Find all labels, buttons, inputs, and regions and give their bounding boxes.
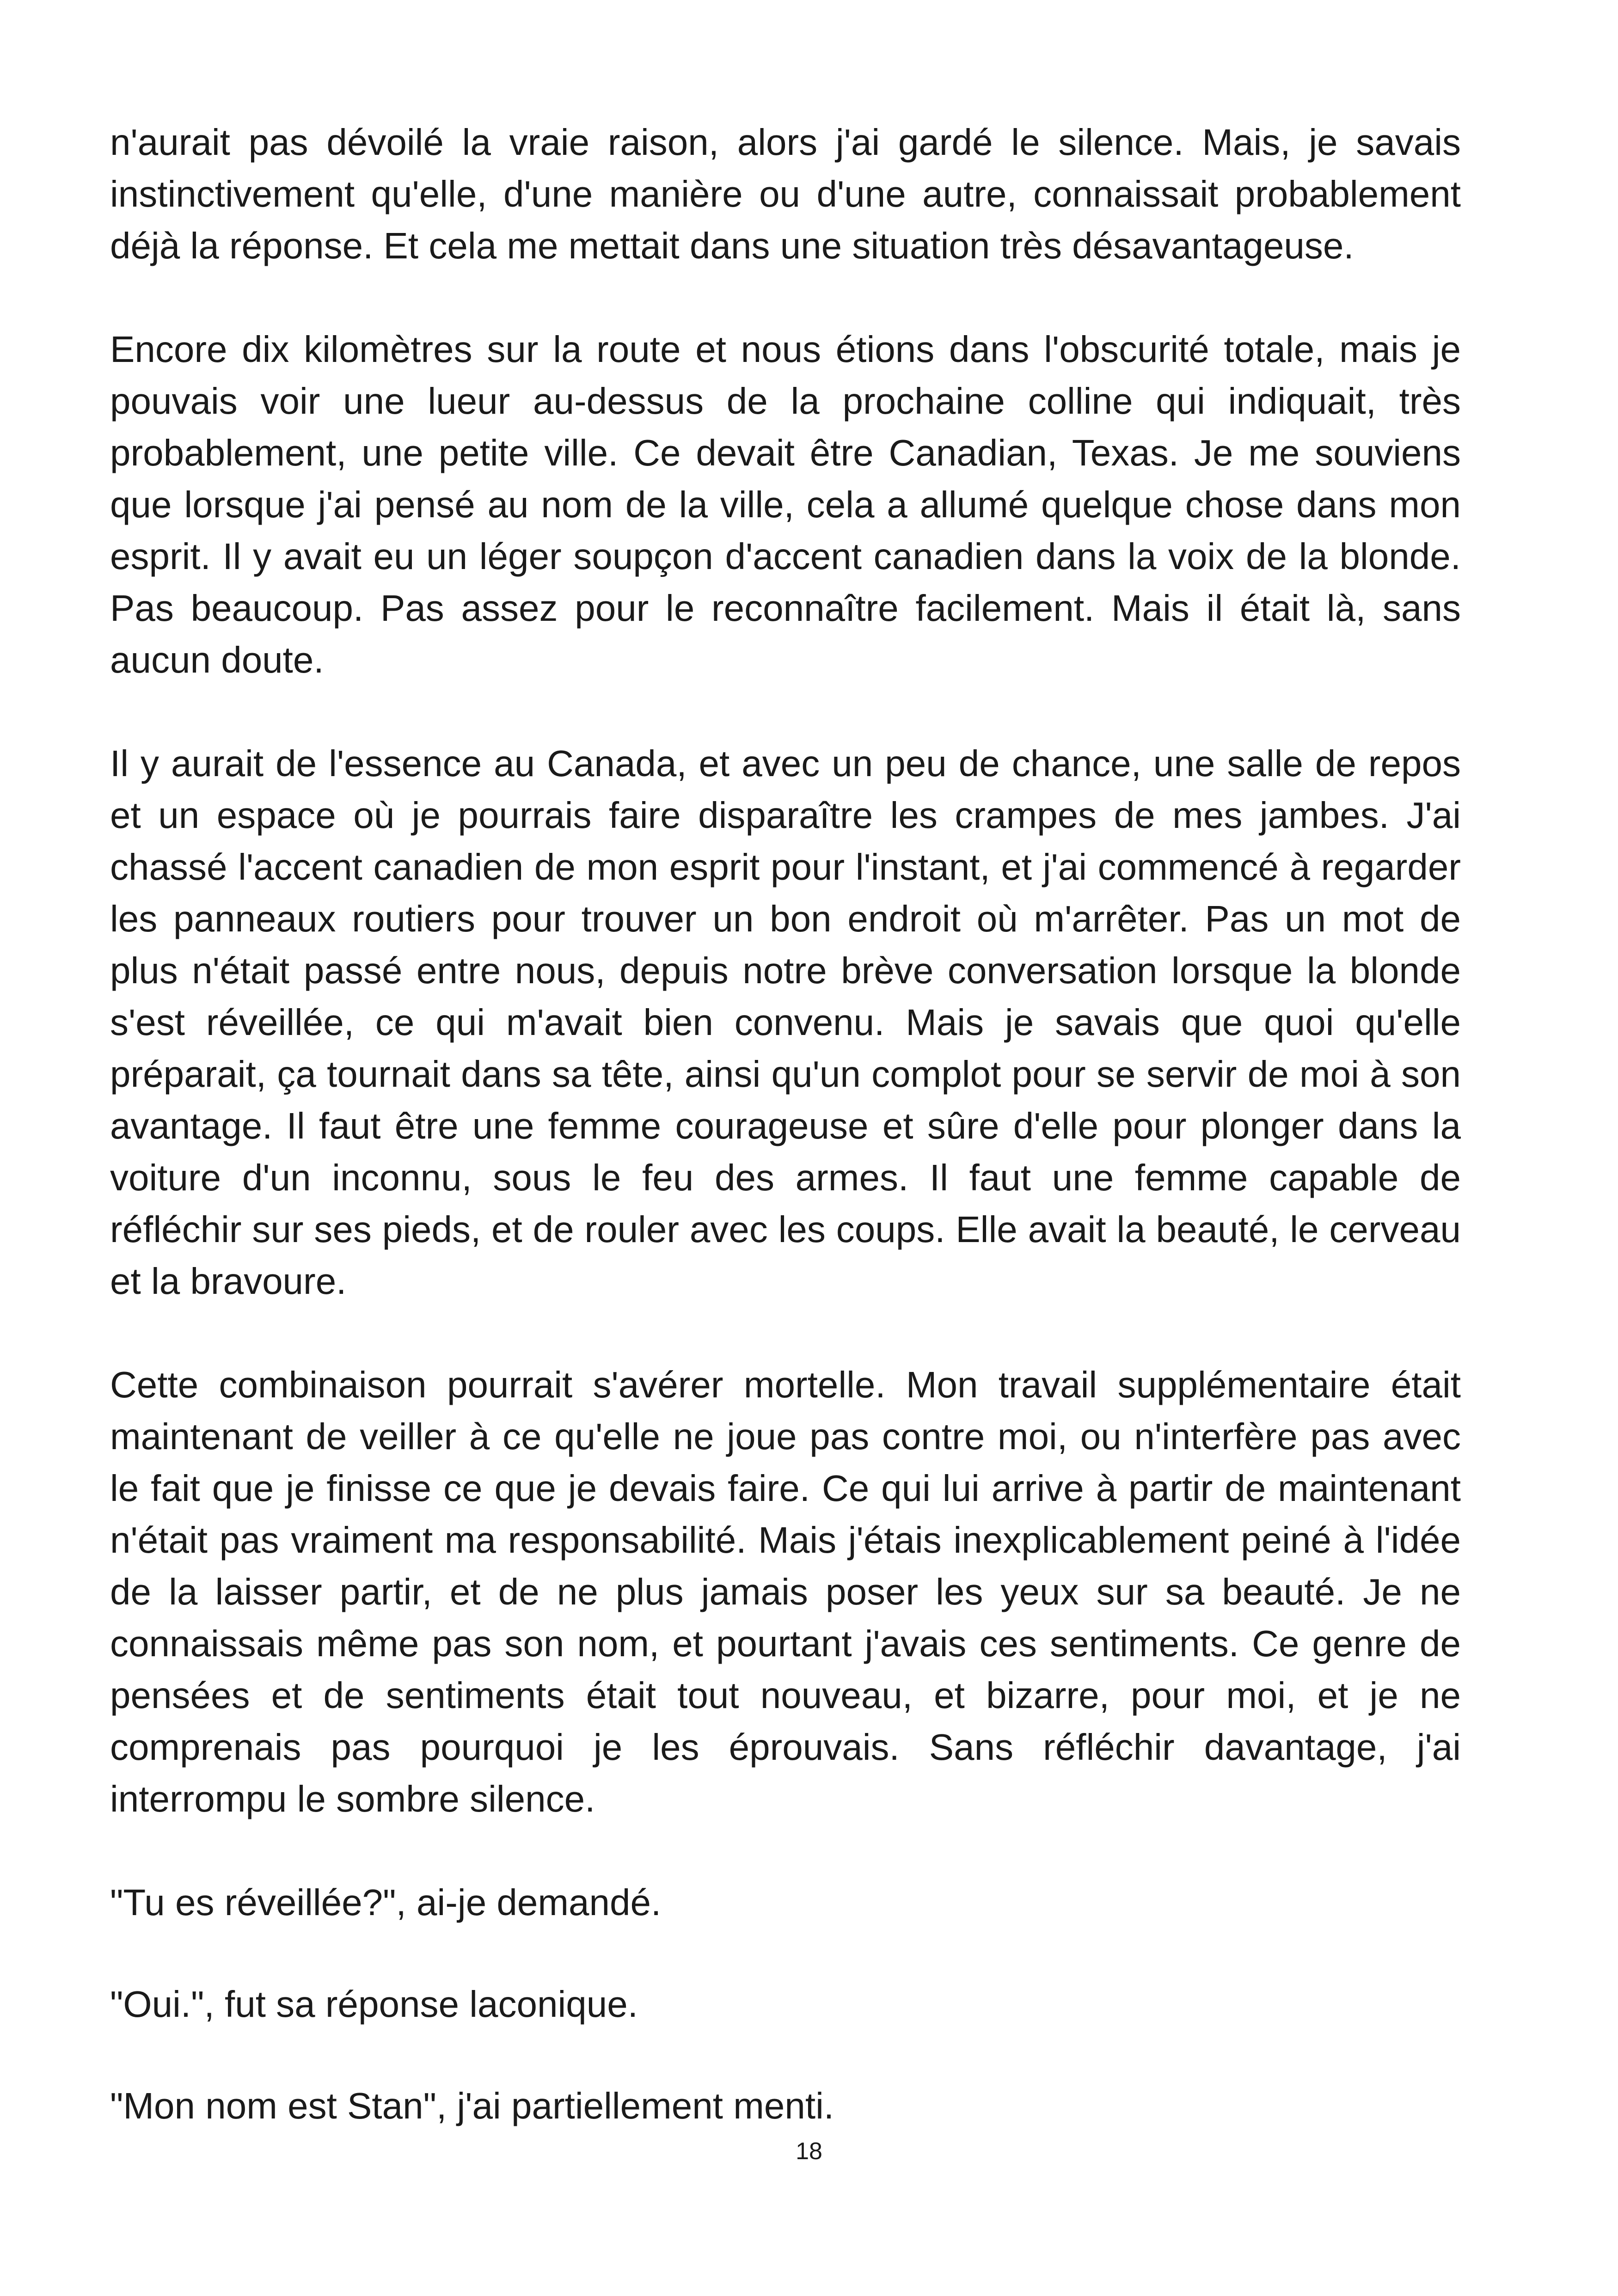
dialogue-line: "Oui.", fut sa réponse laconique. — [110, 1984, 638, 2025]
body-text — [110, 116, 1461, 2182]
dialogue-line: "Mon nom est Stan", j'ai partiellement menti. — [110, 2085, 834, 2126]
paragraph: Il y aurait de l'essence au Canada, et avec un peu de chance, une salle de repos et un espace où je pourrais faire disparaître les crampes de mes jambes. J'ai chassé l'accent canadien de mon esprit pour l'instant, et j'ai commencé à regarder les panneaux routiers pour trouver un bon endroit où m'arrêter. Pas un mot de plus n'était passé entre nous, depuis notre brève conversation lorsque la blonde s'est réveillée, ce qui m'avait bien convenu. Mais je savais que quoi qu'elle préparait, ça tournait dans sa tête, ainsi qu'un complot pour se servir de moi à son avantage. Il faut être une femme courageuse et sûre d'elle pour plonger dans la voiture d'un inconnu, sous le feu des armes. Il faut une femme capable de réfléchir sur ses pieds, et de rouler avec les coups. Elle avait la beauté, le cerveau et la bravoure. — [110, 743, 1461, 1302]
paragraph: Encore dix kilomètres sur la route et nous étions dans l'obscurité totale, mais je pouvais voir une lueur au-dessus de la prochaine colline qui indiquait, très probablement, une petite ville. Ce devait être Canadian, Texas. Je me souviens que lorsque j'ai pensé au nom de la ville, cela a allumé quelque chose dans mon esprit. Il y avait eu un léger soupçon d'accent canadien dans la voix de la blonde. Pas beaucoup. Pas assez pour le reconnaître facilement. Mais il était là, sans aucun doute. — [110, 329, 1461, 680]
page-number: 18 — [796, 2138, 822, 2165]
dialogue-line: "Tu es réveillée?", ai-je demandé. — [110, 1882, 662, 1923]
paragraph: Cette combinaison pourrait s'avérer mortelle. Mon travail supplémentaire était maintenant de veiller à ce qu'elle ne joue pas contre moi, ou n'interfère pas avec le fait que je finisse ce que je devais faire. Ce qui lui arrive à partir de maintenant n'était pas vraiment ma responsabilité. Mais j'étais inexplicablement peiné à l'idée de la laisser partir, et de ne plus jamais poser les yeux sur sa beauté. Je ne connaissais même pas son nom, et pourtant j'avais ces sentiments. Ce genre de pensées et de sentiments était tout nouveau, et bizarre, pour moi, et je ne comprenais pas pourquoi je les éprouvais. Sans réfléchir davantage, j'ai interrompu le sombre silence. — [110, 1364, 1461, 1819]
paragraph: n'aurait pas dévoilé la vraie raison, alors j'ai gardé le silence. Mais, je savais instinctivement qu'elle, d'une manière ou d'une autre, connaissait probablement déjà la réponse. Et cela me mettait dans une situation très désavantageuse. — [110, 122, 1461, 266]
